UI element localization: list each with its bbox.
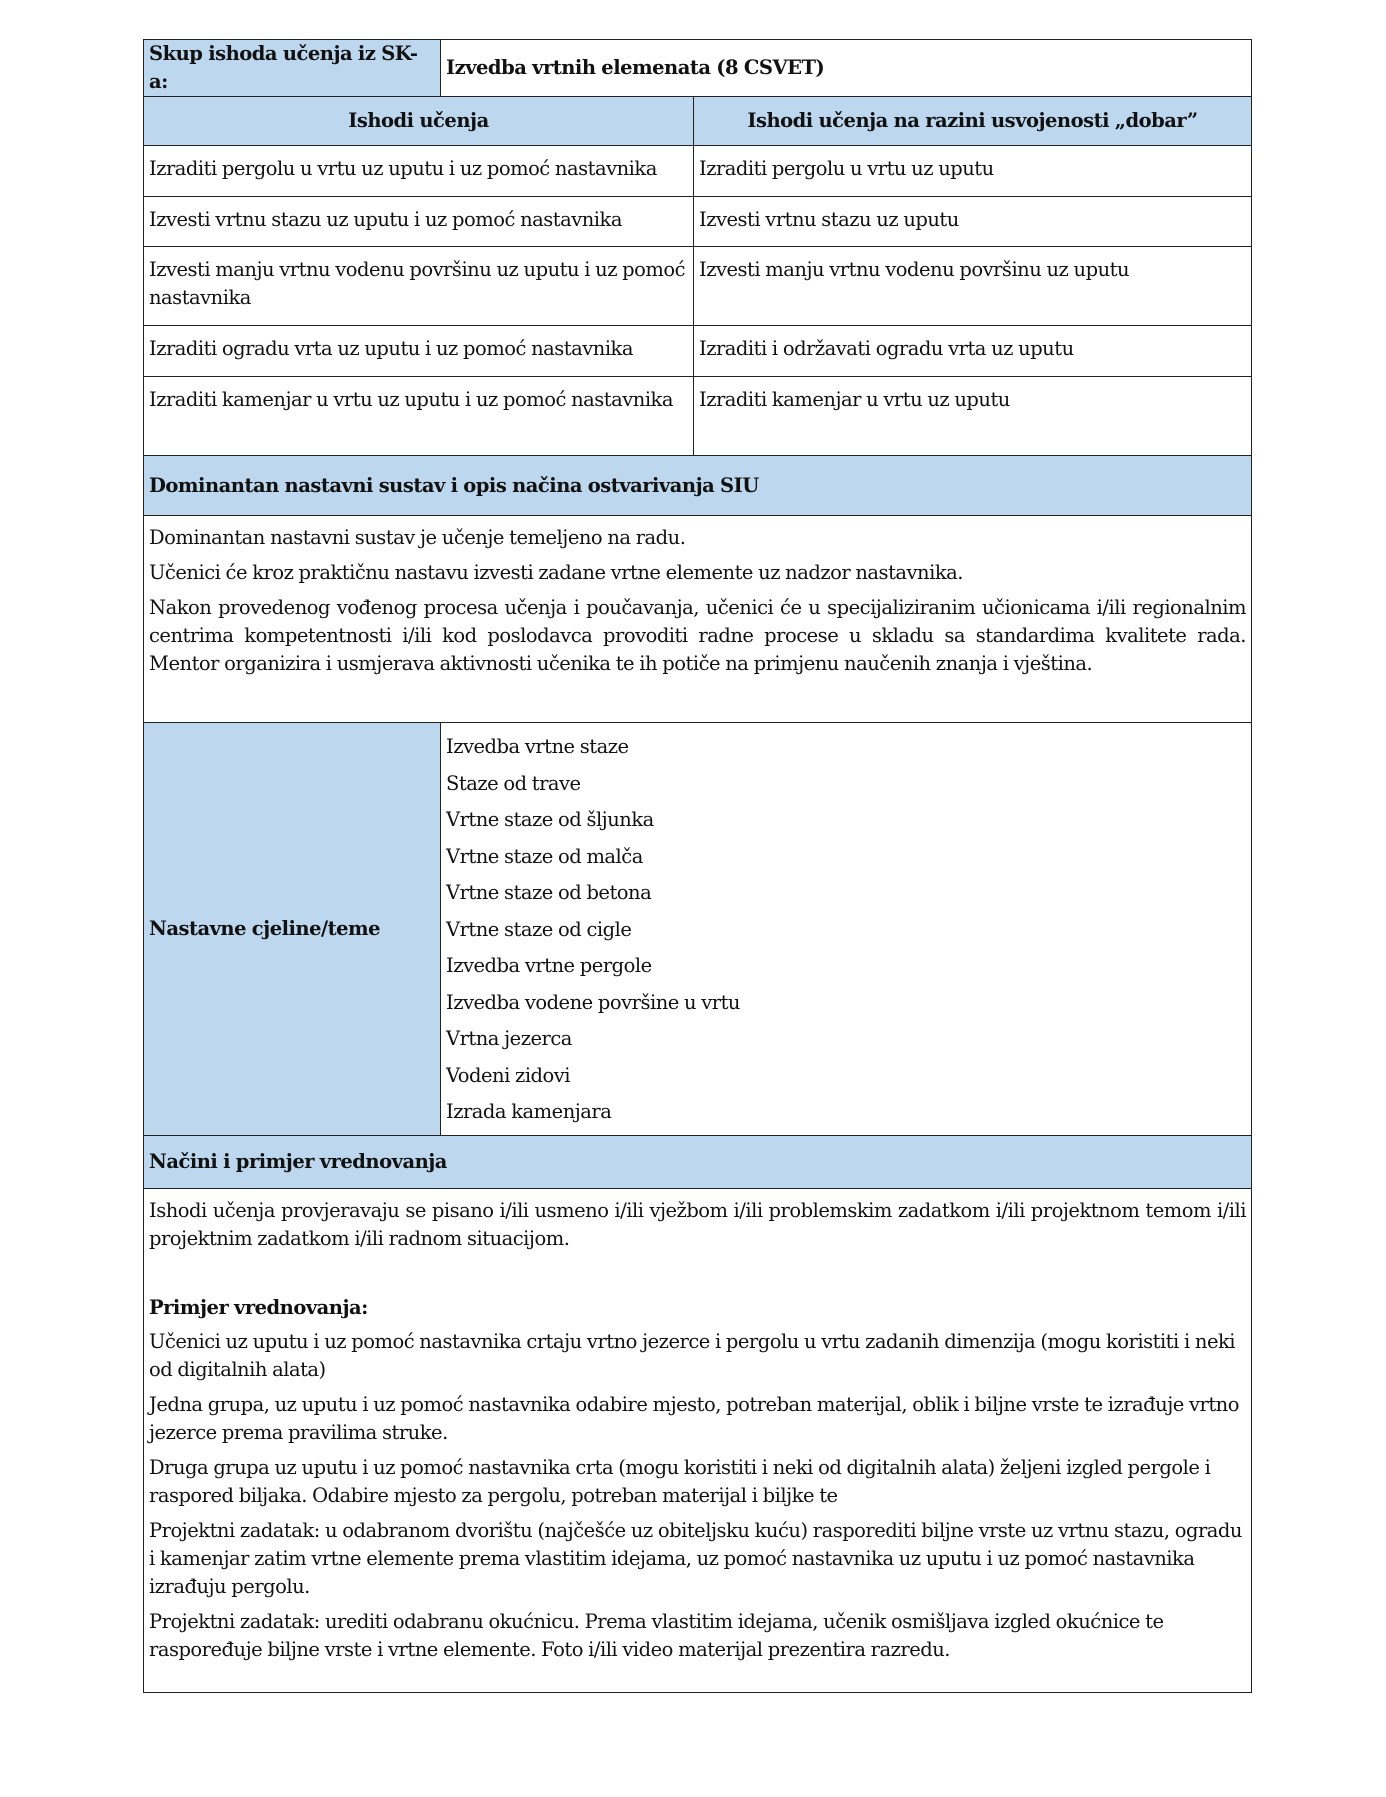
evaluation-body-row [144, 1189, 1252, 1693]
outcome-left-text: Izvesti vrtnu stazu uz uputu i uz pomoć nastavnika [149, 208, 622, 231]
evaluation-body [144, 1189, 1252, 1693]
skup-label: Skup ishoda učenja iz SK-a: [144, 40, 441, 97]
topic-item: Vrtne staze od šljunka [446, 808, 654, 831]
topics-label: Nastavne cjeline/teme [144, 723, 441, 1136]
topic-item: Vrtne staze od betona [446, 881, 652, 904]
dominant-heading: Dominantan nastavni sustav i opis načina ostvarivanja SIU [144, 456, 1252, 516]
evaluation-intro: Ishodi učenja provjeravaju se pisano i/ili usmeno i/ili vježbom i/ili problemskim zadatkom i/ili projektnom temom i/ili projektnim zadatkom i/ili radnom situacijom. [149, 1199, 1246, 1250]
outcome-row [144, 197, 1252, 247]
outcome-right [694, 377, 1252, 456]
outcome-right-text: Izvesti vrtnu stazu uz uputu [699, 208, 959, 231]
evaluation-example: Druga grupa uz uputu i uz pomoć nastavnika crta (mogu koristiti i neki od digitalnih alata) željeni izgled pergole i raspored biljaka. Odabire mjesto za pergolu, potreban materijal i biljke te [149, 1456, 1211, 1507]
skup-row [144, 40, 1252, 97]
evaluation-header-row [144, 1136, 1252, 1189]
outcome-left [144, 247, 694, 326]
evaluation-example: Jedna grupa, uz uputu i uz pomoć nastavnika odabire mjesto, potreban materijal, oblik i biljne vrste te izrađuje vrtno jezerce prema pravilima struke. [149, 1393, 1239, 1444]
outcome-row [144, 326, 1252, 377]
outcome-row [144, 377, 1252, 456]
dominant-header-row [144, 456, 1252, 516]
outcome-left [144, 377, 694, 456]
learning-outcomes-table [143, 39, 1252, 1693]
outcome-left-text: Izraditi kamenjar u vrtu uz uputu i uz pomoć nastavnika [149, 388, 673, 411]
spacer [149, 1260, 1246, 1288]
outcome-left-text: Izvesti manju vrtnu vodenu površinu uz uputu i uz pomoć nastavnika [149, 258, 686, 309]
dominant-paragraph: Učenici će kroz praktičnu nastavu izvesti zadane vrtne elemente uz nadzor nastavnika. [149, 561, 963, 584]
evaluation-example: Učenici uz uputu i uz pomoć nastavnika crtaju vrtno jezerce i pergolu u vrtu zadanih dimenzija (mogu koristiti i neki od digitalnih alata) [149, 1330, 1236, 1381]
outcome-right [694, 146, 1252, 197]
outcome-right-text: Izvesti manju vrtnu vodenu površinu uz uputu [699, 258, 1130, 281]
topic-item: Vrtne staze od cigle [446, 917, 632, 941]
topic-item: Izvedba vodene površine u vrtu [446, 990, 740, 1014]
outcome-left [144, 326, 694, 377]
outcome-left-text: Izraditi pergolu u vrtu uz uputu i uz pomoć nastavnika [149, 157, 657, 180]
dominant-body-row [144, 516, 1252, 723]
topics-list [446, 723, 1246, 1131]
topics-cell [441, 723, 1252, 1136]
evaluation-heading: Načini i primjer vrednovanja [144, 1136, 1252, 1189]
outcome-left [144, 197, 694, 247]
outcome-row [144, 247, 1252, 326]
skup-value: Izvedba vrtnih elemenata (8 CSVET) [441, 40, 1252, 97]
outcome-left-text: Izraditi ogradu vrta uz uputu i uz pomoć nastavnika [149, 337, 633, 360]
topic-item: Vodeni zidovi [446, 1063, 571, 1087]
evaluation-example-heading: Primjer vrednovanja: [149, 1296, 368, 1319]
outcome-right [694, 326, 1252, 377]
dominant-paragraph: Dominantan nastavni sustav je učenje temeljeno na radu. [149, 526, 686, 549]
dominant-paragraph: Nakon provedenog vođenog procesa učenja i poučavanja, učenici će u specijaliziranim učionicama i/ili regionalnim centrima kompetentnosti i/ili kod poslodavca provoditi radne procese u skladu sa standardima kvalitete rada. Mentor organizira i usmjerava aktivnosti učenika te ih potiče na primjenu naučenih znanja i vještina. [149, 596, 1246, 675]
outcome-right-text: Izraditi kamenjar u vrtu uz uputu [699, 388, 1010, 411]
outcomes-right-header: Ishodi učenja na razini usvojenosti „dobar” [694, 97, 1252, 146]
document-page [143, 39, 1251, 1693]
topics-row [144, 723, 1252, 1136]
topic-item: Vrtna jezerca [446, 1027, 572, 1050]
topic-item: Vrtne staze od malča [446, 844, 643, 868]
outcome-right [694, 247, 1252, 326]
topic-item: Staze od trave [446, 771, 581, 795]
outcome-row [144, 146, 1252, 197]
topic-item: Izvedba vrtne pergole [446, 954, 652, 977]
dominant-body [144, 516, 1252, 723]
outcome-right-text: Izraditi i održavati ogradu vrta uz uputu [699, 337, 1074, 360]
outcomes-header-row [144, 97, 1252, 146]
topic-item: Izvedba vrtne staze [446, 735, 629, 758]
topic-item: Izrada kamenjara [446, 1100, 612, 1123]
outcome-left [144, 146, 694, 197]
outcomes-left-header: Ishodi učenja [144, 97, 694, 146]
evaluation-example: Projektni zadatak: u odabranom dvorištu (najčešće uz obiteljsku kuću) rasporediti biljne vrste uz vrtnu stazu, ogradu i kamenjar zatim vrtne elemente prema vlastitim idejama, uz pomoć nastavnika uz uputu i uz pomoć nastavnika izrađuju pergolu. [149, 1519, 1242, 1598]
evaluation-example: Projektni zadatak: urediti odabranu okućnicu. Prema vlastitim idejama, učenik osmišljava izgled okućnice te raspoređuje biljne vrste i vrtne elemente. Foto i/ili video materijal prezentira razredu. [149, 1610, 1164, 1661]
outcome-right-text: Izraditi pergolu u vrtu uz uputu [699, 157, 994, 180]
outcome-right [694, 197, 1252, 247]
